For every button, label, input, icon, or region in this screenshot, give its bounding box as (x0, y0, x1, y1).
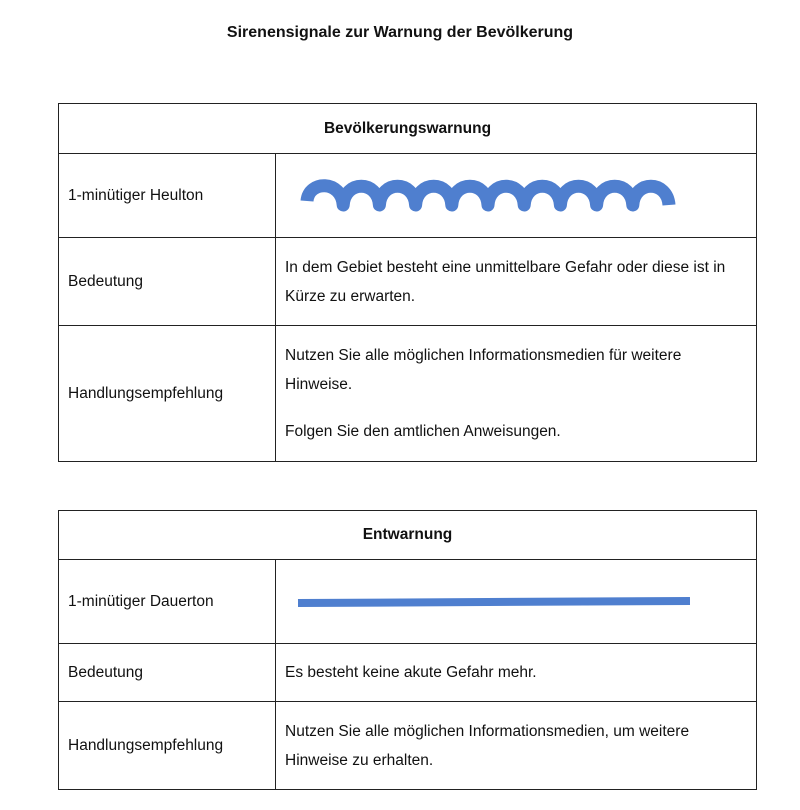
meaning-label: Bedeutung (59, 644, 276, 702)
advice-label: Handlungsempfehlung (59, 702, 276, 790)
all-clear-table (58, 510, 757, 790)
meaning-label: Bedeutung (59, 238, 276, 326)
meaning-text: In dem Gebiet besteht eine unmittelbare Gefahr oder diese ist in Kürze zu erwarten. (276, 238, 757, 326)
advice-text: Nutzen Sie alle möglichen Informationsmedien, um weitere Hinweise zu erhalten. (276, 702, 757, 790)
warning-table-heading: Bevölkerungswarnung (59, 104, 757, 154)
signal-label: 1-minütiger Heulton (59, 154, 276, 238)
document-title: Sirenensignale zur Warnung der Bevölkerung (226, 24, 574, 41)
advice-paragraph: Nutzen Sie alle möglichen Informationsmedien für weitere Hinweise. (285, 347, 682, 393)
advice-label: Handlungsempfehlung (59, 326, 276, 462)
meaning-text: Es besteht keine akute Gefahr mehr. (276, 644, 757, 702)
signal-label: 1-minütiger Dauerton (59, 560, 276, 644)
advice-paragraph: Folgen Sie den amtlichen Anweisungen. (285, 423, 561, 440)
signal-cell (276, 560, 757, 644)
advice-text (276, 326, 757, 462)
signal-cell (276, 154, 757, 238)
warning-table (58, 103, 757, 462)
all-clear-table-heading: Entwarnung (59, 511, 757, 560)
wavy-siren-tone-icon (285, 171, 685, 221)
steady-siren-tone-icon (285, 587, 705, 617)
